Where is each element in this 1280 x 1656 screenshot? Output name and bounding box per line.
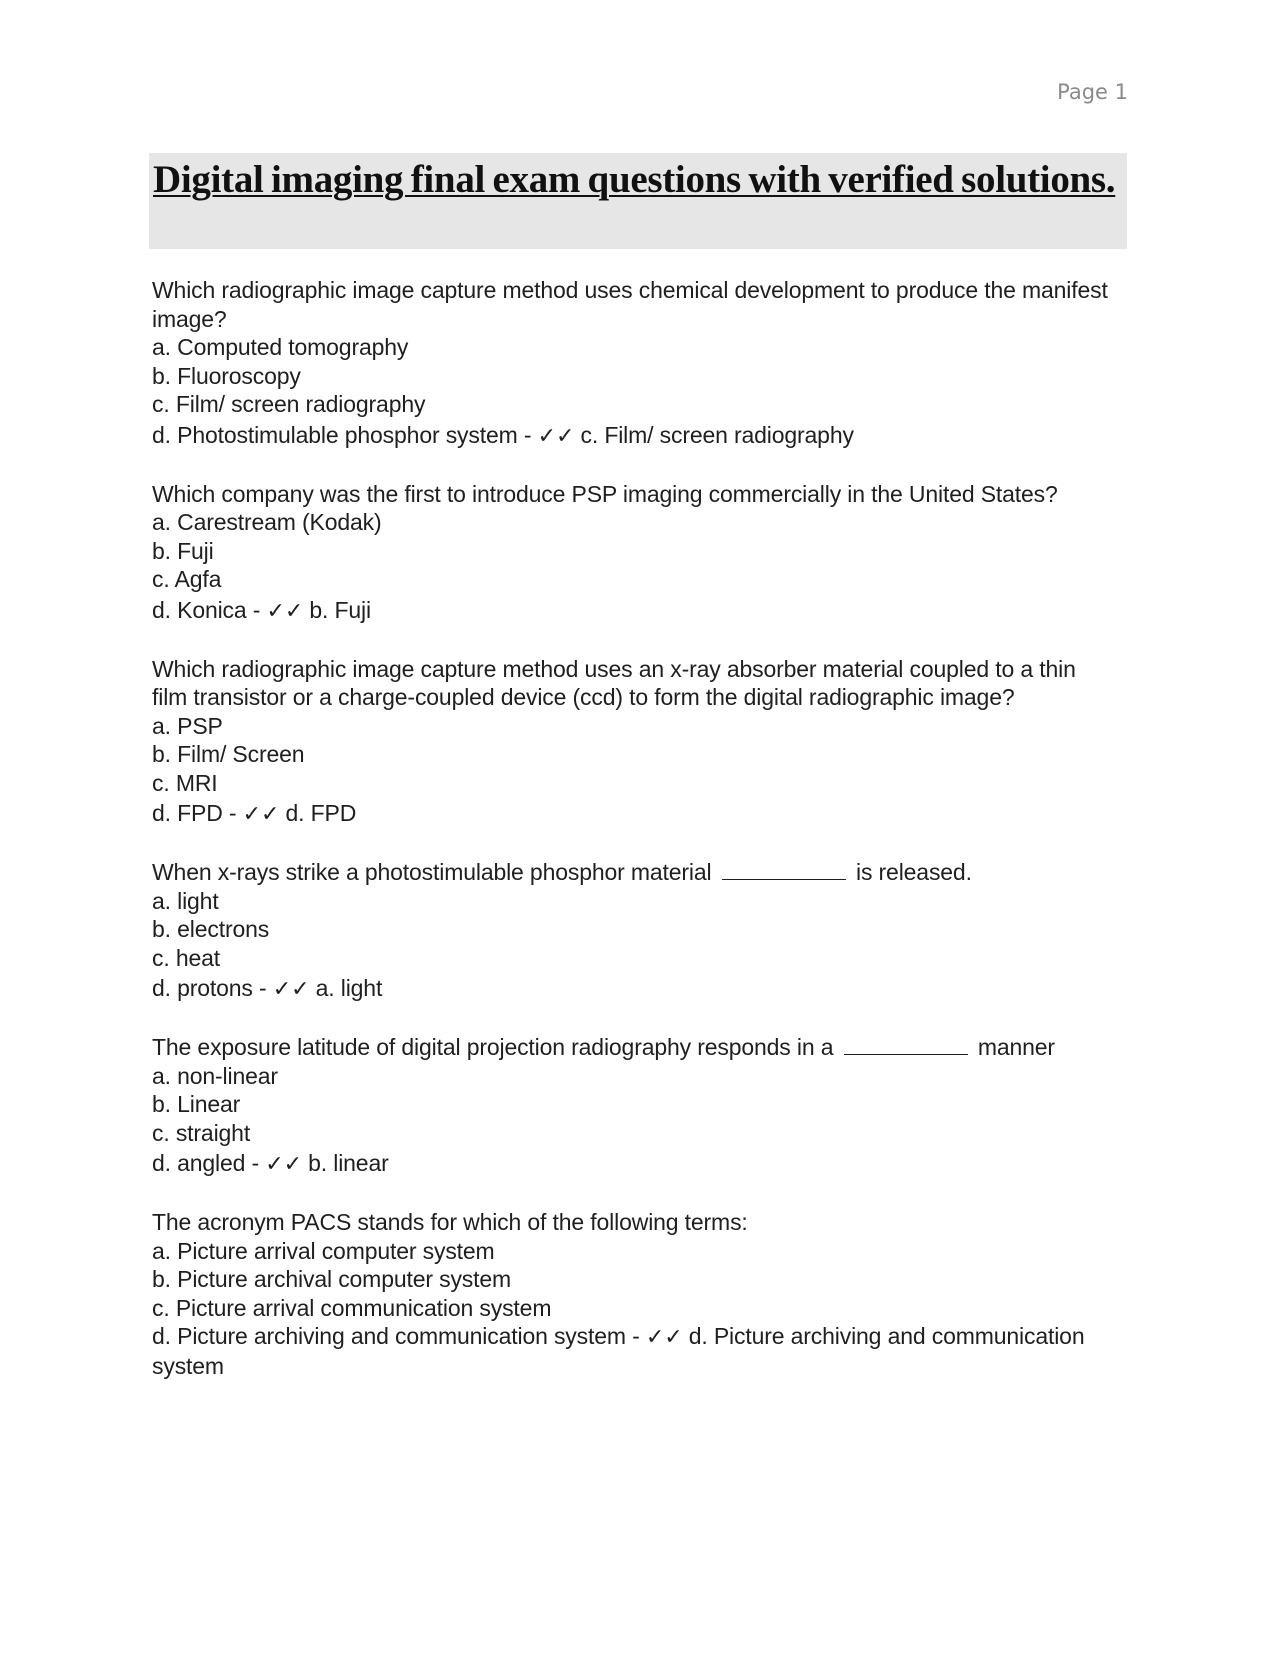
checkmark-icon: ✓✓ [266,598,304,624]
question-text-start: The exposure latitude of digital projection radiography responds in a [152,1034,834,1060]
option-d-with-answer [152,1322,1112,1381]
option-d: d. angled - [152,1150,260,1176]
option-c: c. Picture arrival communication system [152,1294,552,1321]
question-text-end: manner [977,1034,1055,1060]
option-a: a. Carestream (Kodak) [152,509,382,535]
option-b: b. Picture archival computer system [152,1266,512,1292]
option-d: d. FPD - [152,800,237,826]
checkmark-icon: ✓✓ [537,423,575,449]
checkmark-icon: ✓✓ [645,1325,683,1350]
option-b: b. Film/ Screen [152,741,305,767]
option-c: c. Film/ screen radiography [152,391,426,417]
question-text: Which company was the first to introduce PSP imaging commercially in the United States? [152,480,1058,507]
answer: d. FPD [285,800,357,826]
option-a: a. Computed tomography [152,334,409,360]
option-a: a. Picture arrival computer system [152,1237,495,1264]
question-list [152,276,1112,1408]
checkmark-icon: ✓✓ [272,977,310,1002]
question-4 [152,858,1112,1006]
question-text: Which radiographic image capture method uses chemical development to produce the manifest image? [152,277,1108,332]
option-d-with-answer [152,1147,1112,1181]
question-text [152,858,1112,887]
answer: b. linear [308,1150,389,1176]
fill-in-blank [722,859,846,880]
option-c: c. straight [152,1119,251,1146]
option-d: d. Photostimulable phosphor system - [152,421,532,448]
question-text: Which radiographic image capture method uses an x-ray absorber material coupled to a thin film transistor or a charge-coupled device (ccd) to form the digital radiographic image? [152,655,1076,710]
question-1 [152,276,1112,453]
question-text: The acronym PACS stands for which of the following terms: [152,1209,748,1235]
question-text [152,1033,1112,1062]
option-d-with-answer [152,594,1112,628]
option-d: d. Konica - [152,596,261,623]
option-d: d. protons - [152,975,267,1001]
checkmark-icon: ✓✓ [242,802,280,827]
question-3 [152,655,1112,832]
option-b: b. electrons [152,916,270,942]
option-b: b. Linear [152,1091,241,1117]
answer: a. light [315,975,383,1001]
option-c: c. Agfa [152,566,222,592]
fill-in-blank [844,1034,968,1055]
option-b: b. Fluoroscopy [152,362,301,389]
title-banner [149,153,1127,249]
question-6 [152,1208,1112,1381]
page-number: Page 1 [1057,80,1128,104]
option-b: b. Fuji [152,537,214,564]
option-c: c. MRI [152,769,218,796]
option-d-with-answer [152,972,1112,1006]
option-d-with-answer [152,797,1112,831]
option-c: c. heat [152,944,220,971]
option-a: a. PSP [152,712,223,739]
option-a: a. non-linear [152,1062,278,1089]
question-text-end: is released. [856,859,972,885]
question-text-start: When x-rays strike a photostimulable phosphor material [152,859,712,885]
answer: d. Picture archiving and communication system [152,1323,1085,1379]
option-a: a. light [152,887,219,914]
document-title: Digital imaging final exam questions with verified solutions. [153,158,1116,201]
answer: c. Film/ screen radiography [580,421,854,448]
checkmark-icon: ✓✓ [265,1152,302,1177]
option-d: d. Picture archiving and communication system - [152,1323,640,1349]
option-d-with-answer [152,419,1112,453]
question-2 [152,480,1112,628]
answer: b. Fuji [309,596,371,623]
question-5 [152,1033,1112,1181]
